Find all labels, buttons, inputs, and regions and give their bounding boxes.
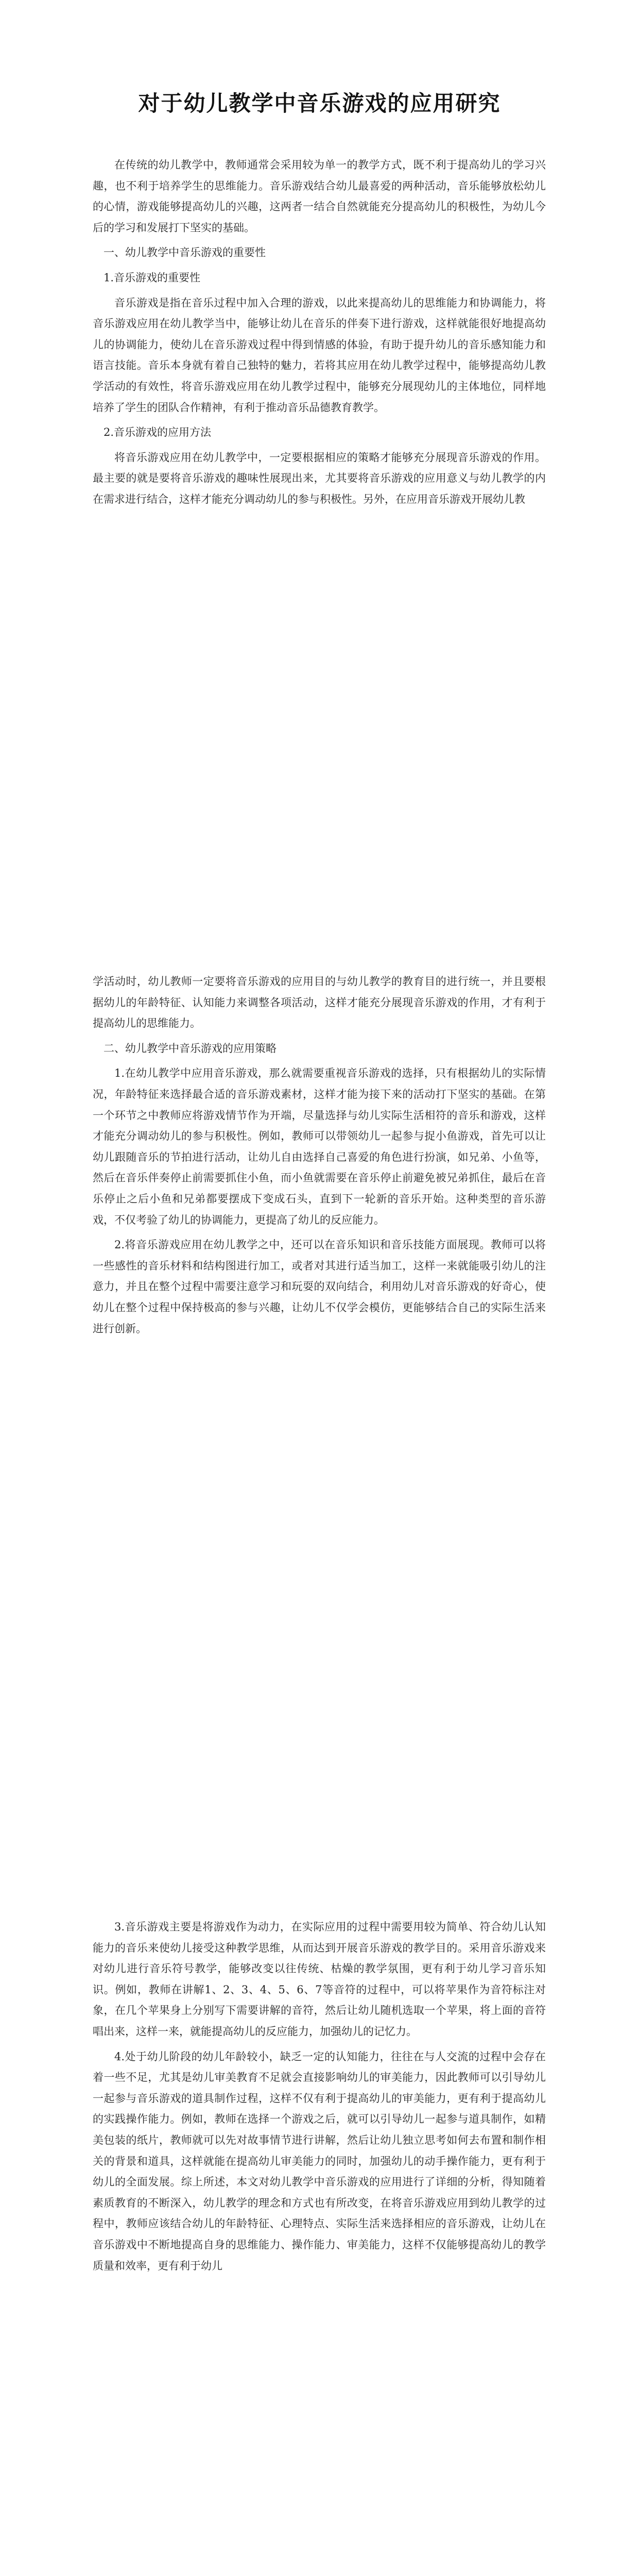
section-heading: 1.音乐游戏的重要性 <box>103 271 201 284</box>
body-section-2 <box>93 971 546 1343</box>
paragraph: 在传统的幼儿教学中，教师通常会采用较为单一的教学方式，既不利于提高幼儿的学习兴趣，也不利于培养学生的思维能力。音乐游戏结合幼儿最喜爱的两种活动，音乐能够放松幼儿的心情，游戏能够提高幼儿的兴趣，这两者一结合自然就能充分提高幼儿的积极性，为幼儿今后的学习和发展打下坚实的基础。 <box>93 159 546 234</box>
body-section-1 <box>93 155 546 514</box>
paragraph: 1.在幼儿教学中应用音乐游戏，那么就需要重视音乐游戏的选择，只有根据幼儿的实际情况，年龄特征来选择最合适的音乐游戏素材，这样才能为接下来的活动打下坚实的基础。在第一个环节之中教师应将游戏情节作为开端，尽量选择与幼儿实际生活相符的音乐和游戏，这样才能充分调动幼儿的参与积极性。例如，教师可以带领幼儿一起参与捉小鱼游戏，首先可以让幼儿跟随音乐的节拍进行活动，让幼儿自由选择自己喜爱的角色进行扮演，如兄弟、小鱼等，然后在音乐伴奏停止前需要抓住小鱼，而小鱼就需要在音乐停止前避免被兄弟抓住，最后在音乐停止之后小鱼和兄弟都要摆成下变成石头，直到下一轮新的音乐开始。这种类型的音乐游戏，不仅考验了幼儿的协调能力，更提高了幼儿的反应能力。 <box>93 1067 546 1226</box>
section-heading: 一、幼儿教学中音乐游戏的重要性 <box>103 246 266 259</box>
document-title: 对于幼儿教学中音乐游戏的应用研究 <box>138 91 501 116</box>
paragraph: 音乐游戏是指在音乐过程中加入合理的游戏，以此来提高幼儿的思维能力和协调能力，将音乐游戏应用在幼儿教学当中，能够让幼儿在音乐的伴奏下进行游戏，这样就能很好地提高幼儿的协调能力，使幼儿在音乐游戏过程中得到情感的体验，有助于提升幼儿的音乐感知能力和语言技能。音乐本身就有着自己独特的魅力，若将其应用在幼儿教学过程中，能够提高幼儿教学活动的有效性，将音乐游戏应用在幼儿教学过程中，能够充分展现幼儿的主体地位，同样地培养了学生的团队合作精神，有利于推动音乐品德教育教学。 <box>93 296 546 414</box>
paragraph: 4.处于幼儿阶段的幼儿年龄较小，缺乏一定的认知能力，往往在与人交流的过程中会存在着一些不足，尤其是幼儿审美教育不足就会直接影响幼儿的审美能力，因此教师可以引导幼儿一起参与音乐游戏的道具制作过程，这样不仅有利于提高幼儿的审美能力，更有利于提高幼儿的实践操作能力。例如，教师在选择一个游戏之后，就可以引导幼儿一起参与道具制作，如精美包装的纸片，教师就可以先对故事情节进行讲解，然后让幼儿独立思考如何去布置和制作相关的背景和道具，这样就能在提高幼儿审美能力的同时，加强幼儿的动手操作能力，更有利于幼儿的全面发展。综上所述，本文对幼儿教学中音乐游戏的应用进行了详细的分析，得知随着素质教育的不断深入，幼儿教学的理念和方式也有所改变，在将音乐游戏应用到幼儿教学的过程中，教师应该结合幼儿的年龄特征、心理特点、实际生活来选择相应的音乐游戏，让幼儿在音乐游戏中不断地提高自身的思维能力、操作能力、审美能力，这样不仅能够提高幼儿的教学质量和效率，更有利于幼儿 <box>93 2050 546 2272</box>
section-heading: 2.音乐游戏的应用方法 <box>103 426 212 439</box>
paragraph: 将音乐游戏应用在幼儿教学中，一定要根据相应的策略才能够充分展现音乐游戏的作用。最主要的就是要将音乐游戏的趣味性展现出来，尤其要将音乐游戏的应用意义与幼儿教学的内在需求进行结合，这样才能充分调动幼儿的参与积极性。另外，在应用音乐游戏开展幼儿教 <box>93 451 546 505</box>
paragraph: 学活动时，幼儿教师一定要将音乐游戏的应用目的与幼儿教学的教育目的进行统一，并且要根据幼儿的年龄特征、认知能力来调整各项活动，这样才能充分展现音乐游戏的作用，才有利于提高幼儿的思维能力。 <box>93 975 546 1030</box>
paragraph: 3.音乐游戏主要是将游戏作为动力，在实际应用的过程中需要用较为简单、符合幼儿认知能力的音乐来使幼儿接受这种教学思维，从而达到开展音乐游戏的教学目的。采用音乐游戏来对幼儿进行音乐符号教学，能够改变以往传统、枯燥的教学氛围，更有利于幼儿学习音乐知识。例如，教师在讲解1、2、3、4、5、6、7等音符的过程中，可以将苹果作为音符标注对象，在几个苹果身上分别写下需要讲解的音符，然后让幼儿随机选取一个苹果，将上面的音符唱出来，这样一来，就能提高幼儿的反应能力，加强幼儿的记忆力。 <box>93 1921 546 2038</box>
body-section-3 <box>93 1917 546 2280</box>
paragraph: 2.将音乐游戏应用在幼儿教学之中，还可以在音乐知识和音乐技能方面展现。教师可以将一些感性的音乐材料和结构图进行加工，或者对其进行适当加工，这样一来就能吸引幼儿的注意力，并且在整个过程中需要注意学习和玩耍的双向结合，利用幼儿对音乐游戏的好奇心，使幼儿在整个过程中保持极高的参与兴趣，让幼儿不仅学会模仿，更能够结合自己的实际生活来进行创新。 <box>93 1239 546 1335</box>
section-heading: 二、幼儿教学中音乐游戏的应用策略 <box>103 1042 277 1055</box>
